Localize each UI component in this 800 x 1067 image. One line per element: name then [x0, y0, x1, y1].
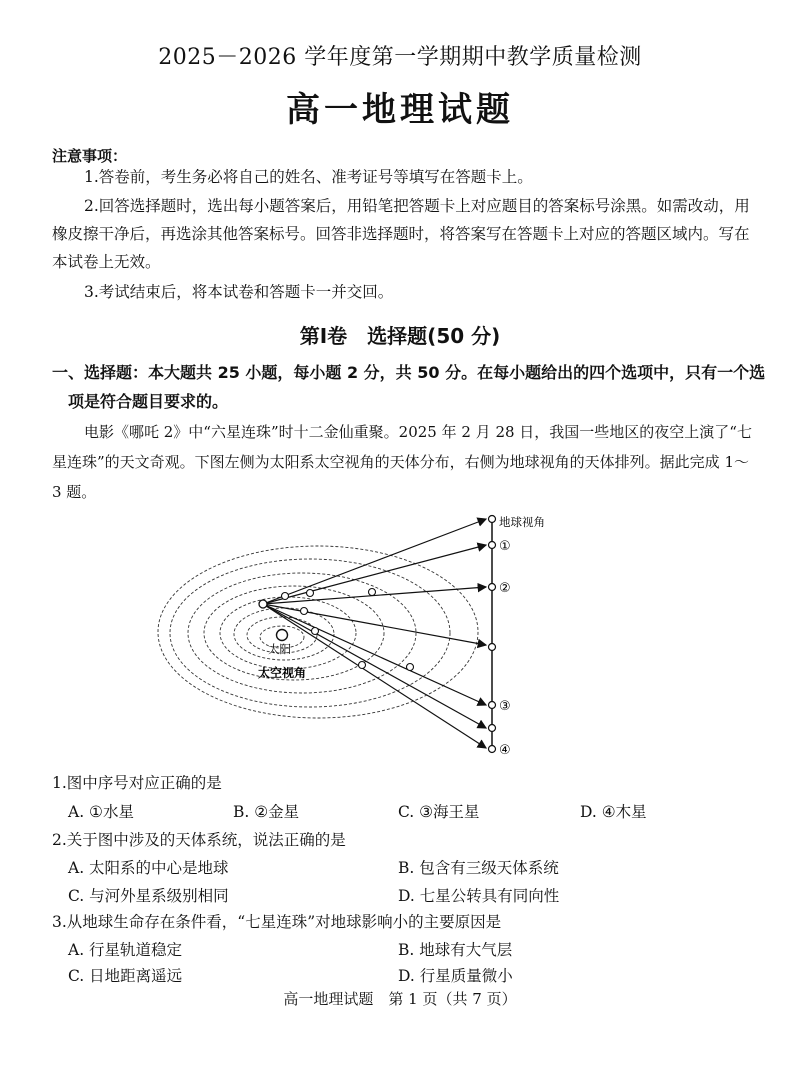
- question-2-option-d: D. 七星公转具有同向性: [398, 887, 560, 905]
- space-view-label: 太空视角: [258, 666, 307, 680]
- page-title: 高一地理试题: [286, 90, 514, 130]
- sight-lines: [263, 519, 486, 748]
- question-3-stem: 3.从地球生命存在条件看，“七星连珠”对地球影响小的主要原因是: [52, 913, 502, 931]
- question-3-option-d: D. 行星质量微小: [398, 967, 513, 985]
- marker-3: ③: [499, 699, 511, 714]
- earth-dot: [259, 600, 267, 608]
- question-1-option-b: B. ②金星: [233, 803, 300, 821]
- earth-view-label: 地球视角: [499, 515, 545, 529]
- question-3-option-a: A. 行星轨道稳定: [68, 941, 183, 959]
- sun-dot: [277, 630, 288, 641]
- marker-2: ②: [499, 581, 511, 596]
- marker-1: ①: [499, 539, 511, 554]
- planet-alignment-figure: [200, 505, 545, 765]
- question-3-option-b: B. 地球有大气层: [398, 941, 513, 959]
- note-item-2: 2.回答选择题时，选出每小题答案后，用铅笔把答题卡上对应题目的答案标号涂黑。如需改动，用橡皮擦干净后，再选涂其他答案标号。回答非选择题时，将答案写在答题卡上对应的答题区域内。写在本试卷上无效。: [52, 197, 750, 271]
- section-title: 第Ⅰ卷 选择题(50 分): [299, 324, 501, 348]
- page-footer: 高一地理试题 第 1 页（共 7 页）: [283, 990, 517, 1008]
- sun-label: 太阳: [268, 642, 291, 656]
- note-item-1: 1.答卷前，考生务必将自己的姓名、准考证号等填写在答题卡上。: [84, 168, 533, 186]
- note-item-3: 3.考试结束后，将本试卷和答题卡一并交回。: [84, 283, 394, 301]
- question-2-option-b: B. 包含有三级天体系统: [398, 859, 559, 877]
- question-1-stem: 1.图中序号对应正确的是: [52, 774, 222, 792]
- exam-header-line: 2025－2026 学年度第一学期期中教学质量检测: [158, 45, 642, 70]
- part-heading: 一、选择题：本大题共 25 小题，每小题 2 分，共 50 分。在每小题给出的四个选项中，只有一个选项是符合题目要求的。: [52, 363, 766, 411]
- question-1-option-d: D. ④木星: [580, 803, 647, 821]
- question-intro: 电影《哪吒 2》中“六星连珠”时十二金仙重聚。2025 年 2 月 28 日，我国一些地区的夜空上演了“七星连珠”的天文奇观。下图左侧为太阳系太空视角的天体分布，右侧为地球视角的天体排列。据此完成 1～3 题。: [52, 423, 752, 501]
- question-3-option-c: C. 日地距离遥远: [68, 967, 183, 985]
- question-1-option-c: C. ③海王星: [398, 803, 480, 821]
- question-1-option-a: A. ①水星: [68, 803, 134, 821]
- notes-heading: 注意事项：: [52, 147, 128, 165]
- question-2-option-a: A. 太阳系的中心是地球: [68, 859, 229, 877]
- question-2-option-c: C. 与河外星系级别相同: [68, 887, 229, 905]
- marker-4: ④: [499, 743, 511, 758]
- question-2-stem: 2.关于图中涉及的天体系统，说法正确的是: [52, 831, 346, 849]
